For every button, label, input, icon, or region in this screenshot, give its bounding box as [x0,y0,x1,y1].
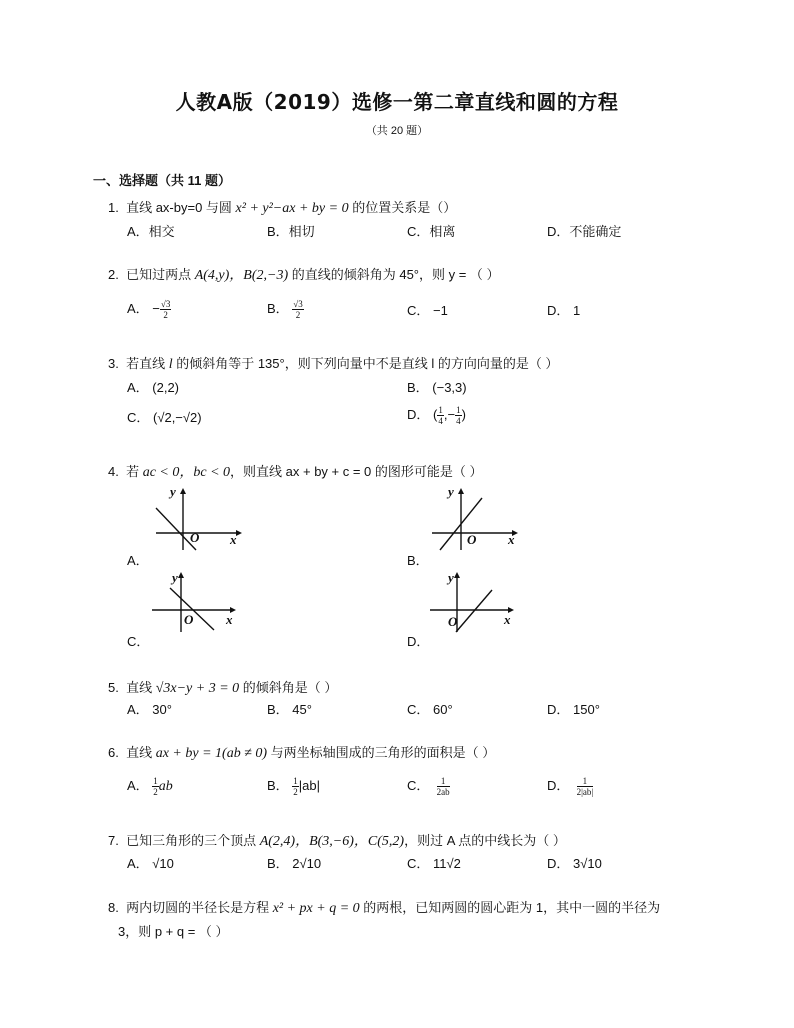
question-1: 1. 直线 ax-by=0 与圆 x² + y²−ax + by = 0 的位置关系是（） [108,200,457,216]
q4-option-c: C． [127,634,150,649]
question-4: 4. 若 ac < 0，bc < 0，则直线 ax + by + c = 0 的图形可能是（ ） [108,464,483,480]
q4-graph-a [148,484,248,554]
q6-option-a: A． $\frac{1}{2}$ ab [127,776,173,798]
q5-option-b: B． 45° [267,702,312,717]
page-title: 人教A版（2019）选修一第二章直线和圆的方程 [175,90,619,114]
q1-option-a: A．相交 [127,224,175,239]
q1-option-d: D．不能确定 [547,224,622,239]
q6-option-c: C． $\frac{1}{2ab}$ [407,776,450,798]
q4-graph-a-x-label: x [230,532,237,547]
q4-graph-c-y-label: y [172,570,178,585]
q2-option-d: D． 1 [547,303,581,318]
q4-graph-d-x-label: x [504,612,511,627]
question-8: 8. 两内切圆的半径长是方程 x² + px + q = 0 的两根，已知两圆的圆心距为 1，其中一圆的半径为 [108,900,661,916]
q7-option-c: C． 11√2 [407,856,461,871]
question-3: 3. 若直线 l 的倾斜角等于 135°，则下列向量中不是直线 l 的方向向量的是（ ） [108,356,559,372]
question-7: 7. 已知三角形的三个顶点 A(2,4)，B(3,−6)，C(5,2)，则过 A 点的中线长为（ ） [108,833,566,849]
q2-option-b: B． $\frac{√3}{2}$ [267,299,303,321]
q2-option-c: C． −1 [407,303,448,318]
q3-option-b: B． (−3,3) [407,380,467,395]
q4-graph-b-x-label: x [508,532,515,547]
q4-option-d: D． [407,634,430,649]
q4-graph-b [428,484,528,554]
section-heading: 一、选择题（共 11 题） [93,173,231,188]
q1-option-c: C．相离 [407,224,456,239]
q4-graph-c-x-label: x [226,612,233,627]
q6-option-b: B． $\frac{1}{2}$ |ab| [267,776,321,798]
q4-graph-a-origin-label: O [190,530,200,545]
q4-option-a: A． [127,553,149,568]
question-6: 6. 直线 ax + by = 1(ab ≠ 0) 与两坐标轴围成的三角形的面积是（ ） [108,745,496,761]
q5-option-a: A． 30° [127,702,172,717]
q2-option-a: A． − $\frac{√3}{2}$ [127,299,171,321]
q7-option-d: D． 3√10 [547,856,602,871]
q4-graph-d-y-label: y [448,570,454,585]
page-subtitle: （共 20 题） [365,125,429,137]
q4-graph-b-origin-label: O [467,532,477,547]
q4-graph-a-y-label: y [170,484,176,499]
q4-graph-d [428,566,528,636]
question-8-line-2: 3，则 p + q = （ ） [118,924,229,939]
q4-graph-c [148,566,248,636]
q5-option-d: D． 150° [547,702,600,717]
q1-option-b: B．相切 [267,224,315,239]
q4-option-b: B． [407,553,429,568]
q4-graph-c-origin-label: O [184,612,194,627]
q3-option-c: C． (√2,−√2) [127,410,202,425]
q3-option-d: D． ( $\frac{1}{4}$ ,− $\frac{1}{4}$ ) [407,405,466,427]
question-2: 2. 已知过两点 A(4,y)，B(2,−3) 的直线的倾斜角为 45°，则 y = （ ） [108,267,500,283]
q6-option-d: D． $\frac{1}{2|ab|}$ [547,776,594,798]
q5-option-c: C． 60° [407,702,453,717]
q7-option-b: B． 2√10 [267,856,322,871]
q3-option-a: A． (2,2) [127,380,180,395]
question-5: 5. 直线 √3x−y + 3 = 0 的倾斜角是（ ） [108,680,338,696]
q7-option-a: A． √10 [127,856,174,871]
q4-graph-b-y-label: y [448,484,454,499]
q4-graph-d-origin-label: O [448,614,458,629]
